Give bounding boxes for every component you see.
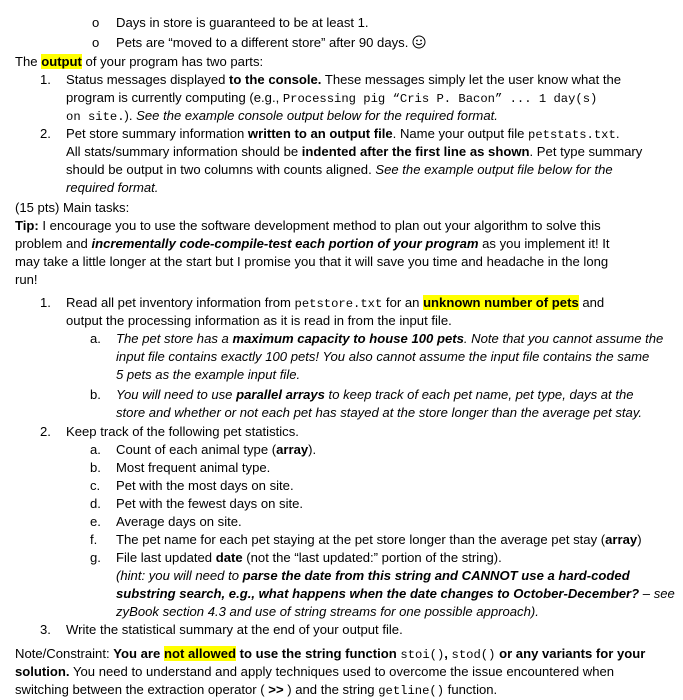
task2g-line-3: substring search, e.g., what happens when the date changes to October-December? – see [116, 586, 675, 601]
task2-line: Keep track of the following pet statistics. [66, 424, 299, 439]
task2d-line: Pet with the fewest days on site. [116, 496, 304, 511]
main-tasks-heading: (15 pts) Main tasks: [15, 200, 130, 215]
task3-line: Write the statistical summary at the end of your output file. [66, 622, 403, 637]
task1-line-1: Read all pet inventory information from petstore.txt for an unknown number of pets and [66, 295, 605, 311]
status-line-2: program is currently computing (e.g., Processing pig “Cris P. Bacon” ... 1 day(s) [66, 90, 598, 106]
tip-line-3: may take a little longer at the start but I promise you that it will save you time and headache in the long [15, 254, 609, 269]
tip-line-1: Tip: I encourage you to use the software development method to plan out your algorithm to solve this [15, 218, 601, 233]
task1a-line-2: input file contains exactly 100 pets! You also cannot assume the input file contains the same [116, 349, 650, 364]
list-letter: b. [90, 387, 101, 402]
list-number: 2. [40, 126, 51, 141]
list-letter: c. [90, 478, 101, 493]
list-number: 2. [40, 424, 51, 439]
list-number: 3. [40, 622, 51, 637]
list-number: 1. [40, 295, 51, 310]
list-letter: g. [90, 550, 101, 565]
smiley-icon [412, 35, 426, 49]
task1a-line-3: 5 pets as the example input file. [116, 367, 301, 382]
summary-line-1: Pet store summary information written to an output file. Name your output file petstats.txt. [66, 126, 620, 142]
task2g-line-2: (hint: you will need to parse the date from this string and CANNOT use a hard-coded [116, 568, 630, 583]
summary-line-2: All stats/summary information should be indented after the first line as shown. Pet type summary [66, 144, 643, 159]
task2a-line: Count of each animal type (array). [116, 442, 317, 457]
list-letter: a. [90, 442, 101, 457]
list-letter: a. [90, 331, 101, 346]
note-line-2: solution. You need to understand and apply techniques used to overcome the issue encountered when [15, 664, 615, 679]
task1b-line-1: You will need to use parallel arrays to keep track of each pet name, pet type, days at the [116, 387, 634, 402]
bullet-marker: o [92, 15, 100, 30]
task2e-line: Average days on site. [116, 514, 242, 529]
task1a-line-1: The pet store has a maximum capacity to house 100 pets. Note that you cannot assume the [116, 331, 664, 346]
summary-line-4: required format. [66, 180, 159, 195]
task1b-line-2: store and whether or not each pet has stayed at the store longer than the average pet stay. [116, 405, 643, 420]
status-line-1: Status messages displayed to the console. These messages simply let the user know what the [66, 72, 622, 87]
task1-line-2: output the processing information as it is read in from the input file. [66, 313, 452, 328]
task2g-line-1: File last updated date (not the “last updated:” portion of the string). [116, 550, 502, 565]
list-number: 1. [40, 72, 51, 87]
bullet-marker: o [92, 35, 100, 50]
tip-line-4: run! [15, 272, 38, 287]
status-line-3: on site.). See the example console output below for the required format. [66, 108, 498, 124]
task2f-line: The pet name for each pet staying at the pet store longer than the average pet stay (array) [116, 532, 642, 547]
list-letter: b. [90, 460, 101, 475]
task2b-line: Most frequent animal type. [116, 460, 271, 475]
summary-line-3: should be output in two columns with counts aligned. See the example output file below for the [66, 162, 613, 177]
note-line-1: Note/Constraint: You are not allowed to use the string function stoi(), stod() or any variants for your [15, 646, 646, 662]
list-letter: e. [90, 514, 101, 529]
list-letter: f. [90, 532, 98, 547]
list-letter: d. [90, 496, 101, 511]
tip-line-2: problem and incrementally code-compile-test each portion of your program as you implement it! It [15, 236, 610, 251]
task2g-line-4: zyBook section 4.3 and use of string streams for one possible approach). [116, 604, 539, 619]
output-heading: The output of your program has two parts: [15, 54, 264, 69]
task2c-line: Pet with the most days on site. [116, 478, 294, 493]
note-line-3: switching between the extraction operator ( >> ) and the string getline() function. [15, 682, 498, 698]
